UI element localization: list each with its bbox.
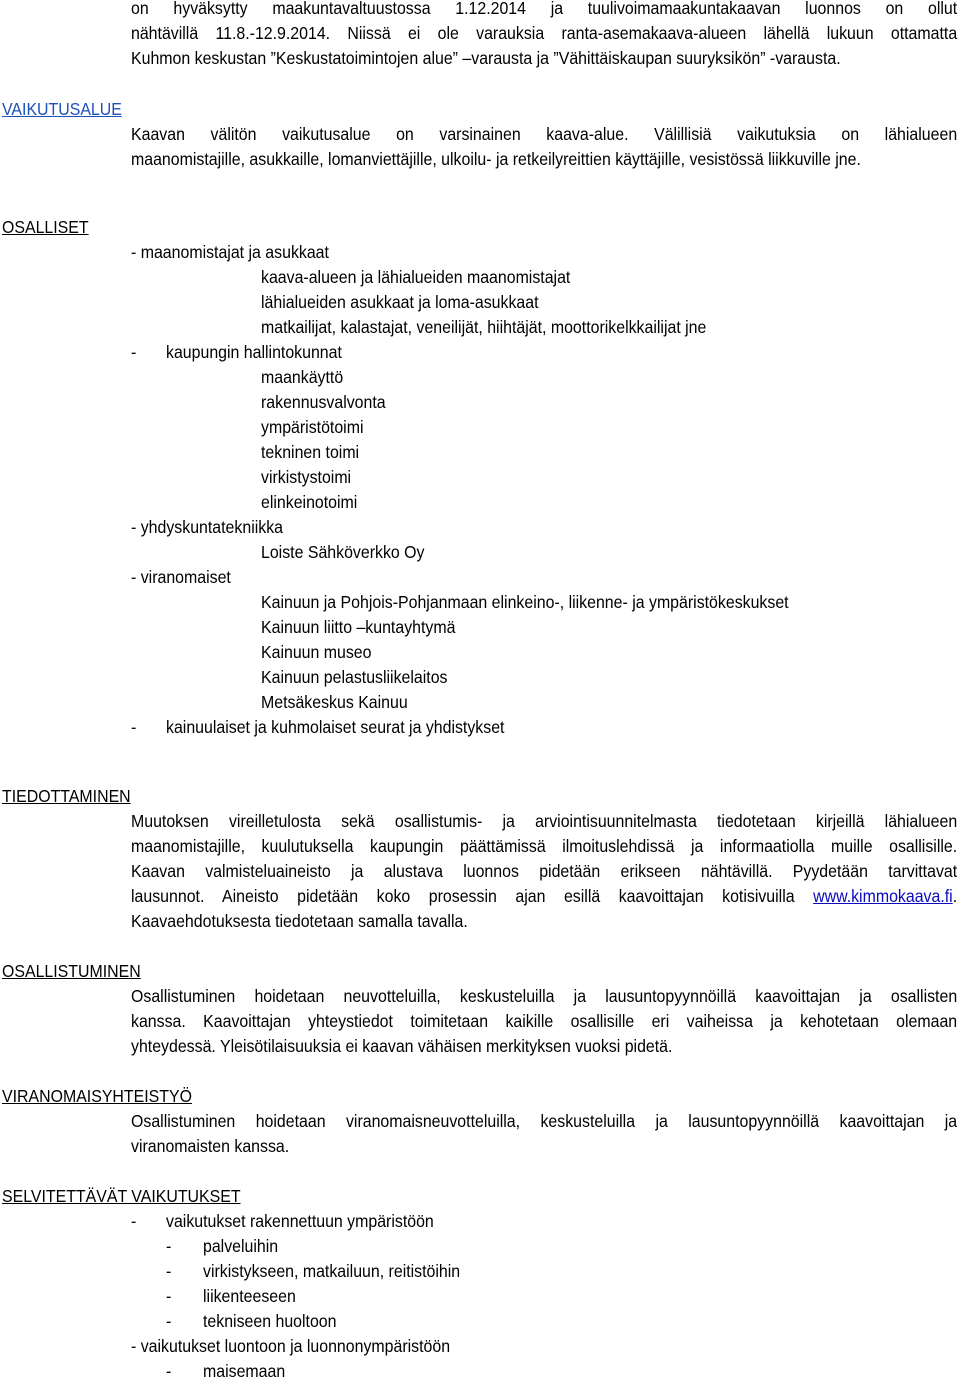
tiedottaminen-line-4: [131, 884, 957, 909]
list-dash: -: [166, 1286, 172, 1306]
selvitettavat-item: palveluihin: [203, 1236, 279, 1256]
osalliset-item: rakennusvalvonta: [261, 392, 386, 412]
tiedottaminen-line-5: Kaavaehdotuksesta tiedotetaan samalla tavalla.: [131, 911, 468, 931]
vaikutusalue-line-2: maanomistajille, asukkaille, lomanviettäjille, ulkoilu- ja retkeilyreittien käyttäjille, vesistössä liikkuville jne.: [131, 149, 861, 169]
osallistuminen-line-1: Osallistuminen hoidetaan neuvotteluilla, keskusteluilla ja lausuntopyynnöillä kaavoittajan ja osallisten: [131, 986, 958, 1006]
kimmokaava-link[interactable]: www.kimmokaava.fi: [813, 886, 953, 906]
list-dash: -: [166, 1236, 172, 1256]
selvitettavat-heading: SELVITETTÄVÄT VAIKUTUKSET: [2, 1186, 241, 1206]
osallistuminen-heading: OSALLISTUMINEN: [2, 961, 141, 981]
selvitettavat-item: virkistykseen, matkailuun, reitistöihin: [203, 1261, 461, 1281]
tiedottaminen-line-1: Muutoksen vireilletulosta sekä osallistumis- ja arviointisuunnitelmasta tiedotetaan kirjeillä lähialueen: [131, 811, 958, 831]
osalliset-item: Kainuun liitto –kuntayhtymä: [261, 617, 456, 637]
osalliset-group-title: - maanomistajat ja asukkaat: [131, 242, 329, 262]
viranomaisyhteistyo-line-1: Osallistuminen hoidetaan viranomaisneuvotteluilla, keskusteluilla ja lausuntopyynnöillä kaavoittajan ja: [131, 1111, 958, 1131]
osalliset-group-title: kaupungin hallintokunnat: [166, 342, 342, 362]
vaikutusalue-line-1: Kaavan välitön vaikutusalue on varsinainen kaava-alue. Välillisiä vaikutuksia on lähialueen: [131, 124, 958, 144]
vaikutusalue-heading: VAIKUTUSALUE: [2, 99, 122, 119]
tiedottaminen-line-2: maanomistajille, kuulutuksella kaupungin päättämissä ilmoituslehdissä ja informaatiolla muille osallisille.: [131, 836, 958, 856]
list-dash: -: [166, 1311, 172, 1331]
list-dash: -: [131, 342, 137, 362]
osalliset-item: Kainuun museo: [261, 642, 372, 662]
osallistuminen-line-3: yhteydessä. Yleisötilaisuuksia ei kaavan vähäisen merkityksen vuoksi pidetä.: [131, 1036, 673, 1056]
list-dash: -: [166, 1261, 172, 1281]
osalliset-group-title: - viranomaiset: [131, 567, 231, 587]
selvitettavat-group-title: vaikutukset rakennettuun ympäristöön: [166, 1211, 434, 1231]
intro-line-1: on hyväksytty maakuntavaltuustossa 1.12.2014 ja tuulivoimamaakuntakaavan luonnos on ollut: [131, 0, 958, 18]
viranomaisyhteistyo-heading: VIRANOMAISYHTEISTYÖ: [2, 1086, 192, 1106]
selvitettavat-item: liikenteeseen: [203, 1286, 296, 1306]
osalliset-item: elinkeinotoimi: [261, 492, 358, 512]
list-dash: -: [166, 1361, 172, 1381]
osallistuminen-line-2: kanssa. Kaavoittajan yhteystiedot toimitetaan kaikille osallisille eri vaiheissa ja kehotetaan olemaan: [131, 1011, 958, 1031]
osalliset-item: virkistystoimi: [261, 467, 352, 487]
osalliset-group-title: - yhdyskuntatekniikka: [131, 517, 284, 537]
list-dash: -: [131, 1211, 137, 1231]
osalliset-item: tekninen toimi: [261, 442, 360, 462]
osalliset-item: kaava-alueen ja lähialueiden maanomistajat: [261, 267, 571, 287]
period: .: [952, 886, 958, 906]
osalliset-heading: OSALLISET: [2, 217, 89, 237]
osalliset-item: Loiste Sähköverkko Oy: [261, 542, 425, 562]
osalliset-item: Kainuun pelastusliikelaitos: [261, 667, 448, 687]
selvitettavat-item: maisemaan: [203, 1361, 286, 1381]
selvitettavat-item: tekniseen huoltoon: [203, 1311, 337, 1331]
tiedottaminen-line-4-text: lausunnot. Aineisto pidetään koko prosessin ajan esillä kaavoittajan kotisivuilla: [131, 886, 795, 906]
intro-line-2: nähtävillä 11.8.-12.9.2014. Niissä ei ole varauksia ranta-asemakaava-alueen lähellä lukuun ottamatta: [131, 23, 958, 43]
osalliset-item: lähialueiden asukkaat ja loma-asukkaat: [261, 292, 539, 312]
intro-line-3: Kuhmon keskustan ”Keskustatoimintojen alue” –varausta ja ”Vähittäiskaupan suuryksikön” -varausta.: [131, 48, 841, 68]
osalliset-item: Metsäkeskus Kainuu: [261, 692, 408, 712]
selvitettavat-group-title: - vaikutukset luontoon ja luonnonympäristöön: [131, 1336, 451, 1356]
osalliset-item: maankäyttö: [261, 367, 344, 387]
osalliset-group-title: kainuulaiset ja kuhmolaiset seurat ja yhdistykset: [166, 717, 505, 737]
osalliset-item: Kainuun ja Pohjois-Pohjanmaan elinkeino-, liikenne- ja ympäristökeskukset: [261, 592, 789, 612]
tiedottaminen-heading: TIEDOTTAMINEN: [2, 786, 131, 806]
viranomaisyhteistyo-line-2: viranomaisten kanssa.: [131, 1136, 290, 1156]
tiedottaminen-line-3: Kaavan valmisteluaineisto ja alustava luonnos pidetään erikseen nähtävillä. Pyydetään tarvittavat: [131, 861, 958, 881]
osalliset-item: ympäristötoimi: [261, 417, 364, 437]
osalliset-item: matkailijat, kalastajat, veneilijät, hiihtäjät, moottorikelkkailijat jne: [261, 317, 707, 337]
list-dash: -: [131, 717, 137, 737]
